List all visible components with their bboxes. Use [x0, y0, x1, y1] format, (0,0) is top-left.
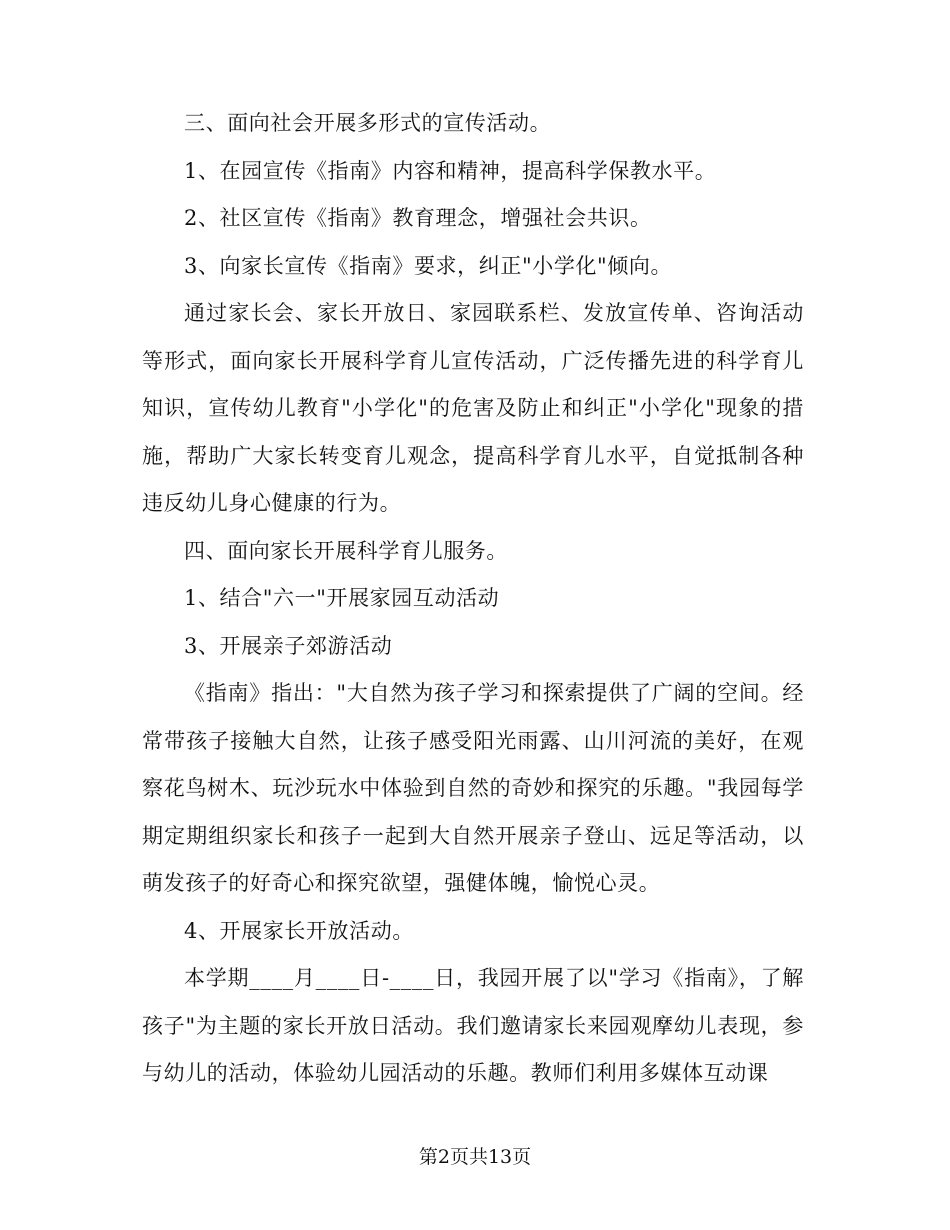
body-paragraph: 通过家长会、家长开放日、家园联系栏、发放宣传单、咨询活动等形式，面向家长开展科学育儿宣传活动，广泛传播先进的科学育儿知识，宣传幼儿教育"小学化"的危害及防止和纠正"小学化"现象的措施，帮助广大家长转变育儿观念，提高科学育儿水平，自觉抵制各种违反幼儿身心健康的行为。	[142, 301, 804, 515]
list-item: 1、在园宣传《指南》内容和精神，提高科学保教水平。	[184, 158, 717, 183]
document-body	[142, 100, 804, 1098]
list-item: 2、社区宣传《指南》教育理念，增强社会共识。	[184, 206, 652, 230]
section-heading-4: 四、面向家长开展科学育儿服务。	[184, 538, 508, 563]
list-item: 3、向家长宣传《指南》要求，纠正"小学化"倾向。	[184, 253, 673, 278]
list-item: 4、开展家长开放活动。	[184, 918, 414, 943]
list-item: 1、结合"六一"开展家园互动活动	[184, 586, 500, 610]
body-paragraph: 本学期____月____日-____日，我园开展了以"学习《指南》，了解孩子"为主题的家长开放日活动。我们邀请家长来园观摩幼儿表现，参与幼儿的活动，体验幼儿园活动的乐趣。教师们利用多媒体互动课	[142, 966, 804, 1085]
list-item: 3、开展亲子郊游活动	[184, 633, 393, 658]
body-paragraph: 《指南》指出："大自然为孩子学习和探索提供了广阔的空间。经常带孩子接触大自然，让孩子感受阳光雨露、山川河流的美好，在观察花鸟树木、玩沙玩水中体验到自然的奇妙和探究的乐趣。"我园每学期定期组织家长和孩子一起到大自然开展亲子登山、远足等活动，以萌发孩子的好奇心和探究欲望，强健体魄，愉悦心灵。	[142, 681, 804, 895]
page-number: 第2页共13页	[418, 1146, 532, 1168]
section-heading-3: 三、面向社会开展多形式的宣传活动。	[184, 111, 552, 135]
